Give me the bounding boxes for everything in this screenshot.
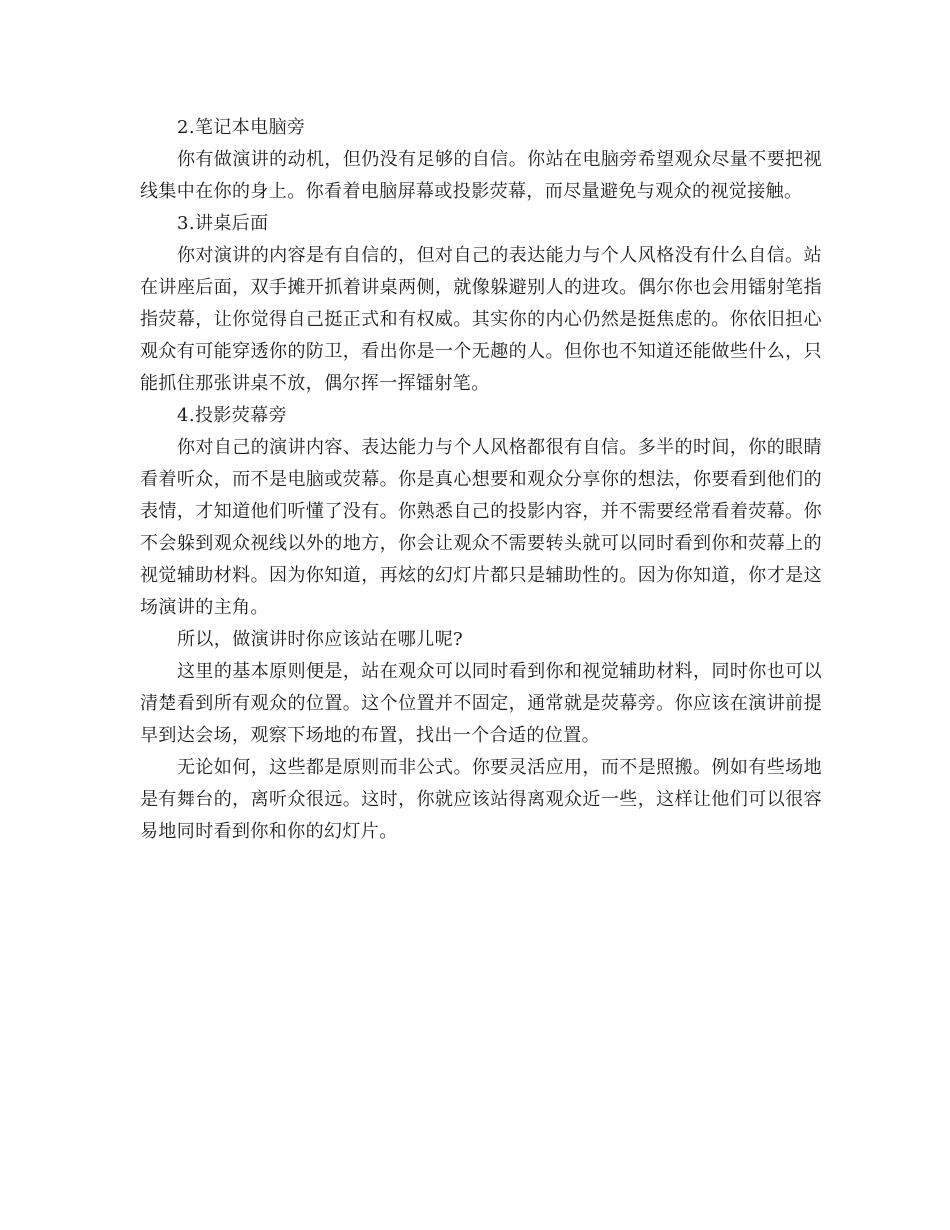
paragraph-laptop: 你有做演讲的动机，但仍没有足够的自信。你站在电脑旁希望观众尽量不要把视线集中在你的身上。你看着电脑屏幕或投影荧幕，而尽量避免与观众的视觉接触。 [140,149,822,202]
paragraph-principle: 这里的基本原则便是，站在观众可以同时看到你和视觉辅助材料，同时你也可以清楚看到所有观众的位置。这个位置并不固定，通常就是荧幕旁。你应该在演讲前提早到达会场，观察下场地的布置，找出一个合适的位置。 [140,661,822,746]
section-heading-podium: 3.讲桌后面 [177,213,269,234]
document-body [140,112,822,848]
paragraph-question: 所以，做演讲时你应该站在哪儿呢? [177,629,464,650]
paragraph-podium: 你对演讲的内容是有自信的，但对自己的表达能力与个人风格没有什么自信。站在讲座后面，双手摊开抓着讲桌两侧，就像躲避别人的进攻。偶尔你也会用镭射笔指指荧幕，让你觉得自己挺正式和有权威。其实你的内心仍然是挺焦虑的。你依旧担心观众有可能穿透你的防卫，看出你是一个无趣的人。但你也不知道还能做些什么，只能抓住那张讲桌不放，偶尔挥一挥镭射笔。 [140,245,822,394]
paragraph-screen: 你对自己的演讲内容、表达能力与个人风格都很有自信。多半的时间，你的眼睛看着听众，而不是电脑或荧幕。你是真心想要和观众分享你的想法，你要看到他们的表情，才知道他们听懂了没有。你熟悉自己的投影内容，并不需要经常看着荧幕。你不会躲到观众视线以外的地方，你会让观众不需要转头就可以同时看到你和荧幕上的视觉辅助材料。因为你知道，再炫的幻灯片都只是辅助性的。因为你知道，你才是这场演讲的主角。 [140,437,822,618]
section-heading-screen: 4.投影荧幕旁 [177,405,287,426]
section-heading-laptop: 2.笔记本电脑旁 [177,117,306,138]
paragraph-conclusion: 无论如何，这些都是原则而非公式。你要灵活应用，而不是照搬。例如有些场地是有舞台的，离听众很远。这时，你就应该站得离观众近一些，这样让他们可以很容易地同时看到你和你的幻灯片。 [140,757,822,842]
